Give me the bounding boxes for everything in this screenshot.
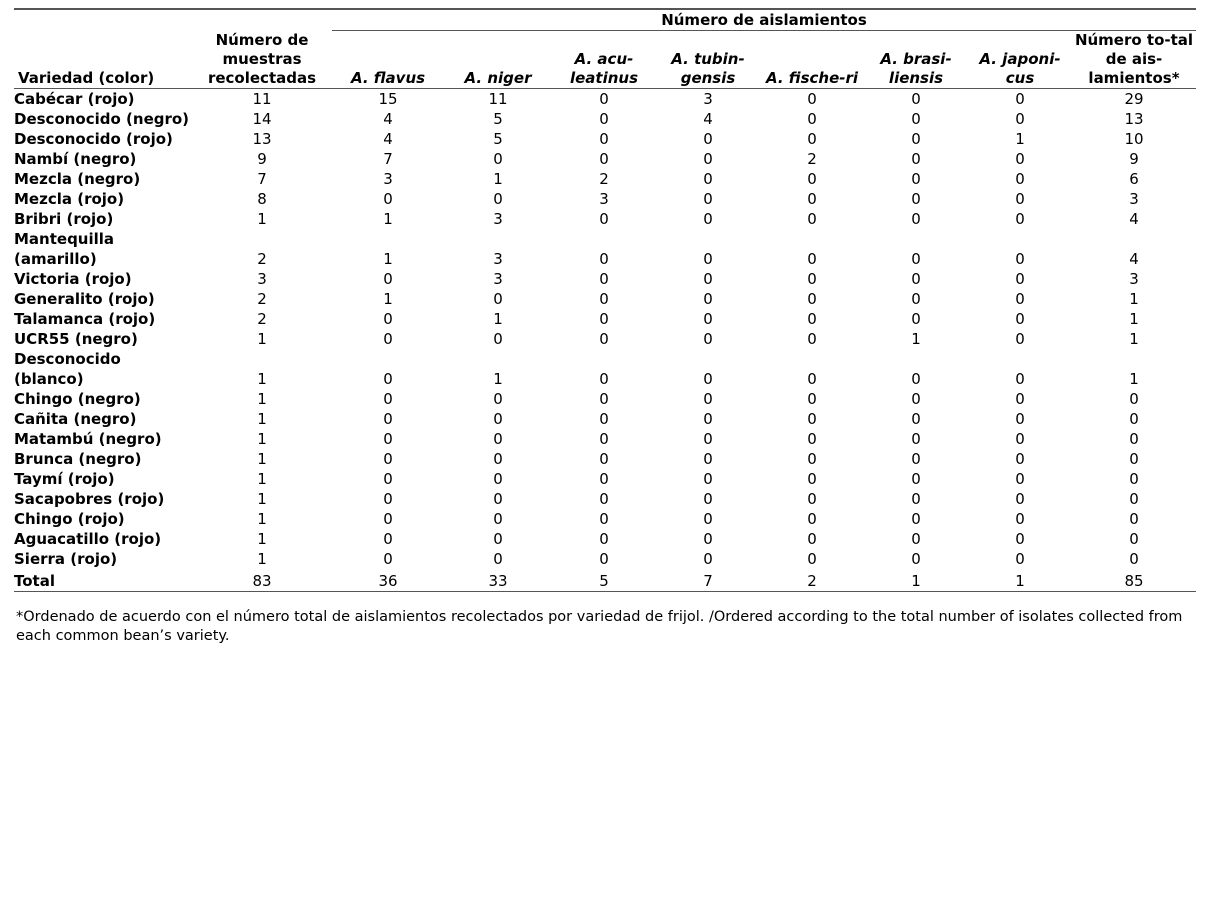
cell-isolate-2: 2 (599, 170, 609, 188)
cell-variety: Bribri (rojo) (14, 210, 114, 228)
cell-isolate-4: 0 (807, 550, 817, 568)
cell-variety: Generalito (rojo) (14, 290, 155, 308)
cell-isolate-0: 0 (383, 270, 393, 288)
cell-isolate-5: 1 (911, 330, 921, 348)
cell-isolate-3: 0 (703, 190, 713, 208)
cell-isolate-5: 0 (911, 130, 921, 148)
cell-isolate-2: 0 (599, 310, 609, 328)
cell-isolate-6: 0 (1015, 530, 1025, 548)
cell-isolate-1: 0 (493, 190, 503, 208)
cell-isolate-2: 0 (599, 90, 609, 108)
cell-isolate-0: 4 (383, 110, 393, 128)
cell-isolate-1: 0 (493, 290, 503, 308)
cell-samples: 1 (257, 210, 267, 228)
cell-variety: Desconocido (blanco) (14, 350, 121, 388)
cell-isolate-5: 0 (911, 390, 921, 408)
table-row (14, 169, 1196, 189)
cell-samples: 1 (257, 330, 267, 348)
cell-isolate-6: 0 (1015, 250, 1025, 268)
table-row (14, 109, 1196, 129)
cell-isolate-5: 0 (911, 150, 921, 168)
cell-isolate-1: 0 (493, 410, 503, 428)
table-row (14, 229, 1196, 269)
header-group-row (14, 10, 1196, 31)
cell-isolate-3: 0 (703, 370, 713, 388)
table-row (14, 409, 1196, 429)
cell-isolate-6: 0 (1015, 410, 1025, 428)
cell-isolate-4: 0 (807, 450, 817, 468)
cell-isolate-2: 0 (599, 150, 609, 168)
cell-isolate-2: 0 (599, 410, 609, 428)
cell-isolate-0: 0 (383, 410, 393, 428)
cell-isolate-4: 0 (807, 490, 817, 508)
table-row (14, 329, 1196, 349)
cell-isolate-3: 0 (703, 490, 713, 508)
cell-isolate-5: 0 (911, 530, 921, 548)
cell-isolate-6: 0 (1015, 170, 1025, 188)
cell-isolate-2: 0 (599, 210, 609, 228)
cell-samples: 1 (257, 550, 267, 568)
cell-isolate-2: 0 (599, 130, 609, 148)
header-blank-samples (192, 10, 332, 31)
cell-isolate-1: 0 (493, 430, 503, 448)
cell-isolate-4: 0 (807, 470, 817, 488)
cell-isolate-2: 0 (599, 330, 609, 348)
table-row (14, 149, 1196, 169)
cell-isolate-5: 0 (911, 310, 921, 328)
cell-isolate-0: 0 (383, 530, 393, 548)
table-row (14, 429, 1196, 449)
cell-isolate-0: 15 (378, 90, 398, 108)
cell-samples: 14 (252, 110, 272, 128)
cell-isolate-5: 0 (911, 210, 921, 228)
cell-isolate-4: 0 (807, 170, 817, 188)
cell-isolate-3: 0 (703, 430, 713, 448)
table-row (14, 389, 1196, 409)
table-row (14, 269, 1196, 289)
cell-variety: Total (14, 572, 55, 590)
cell-total: 3 (1129, 190, 1139, 208)
table-row (14, 569, 1196, 592)
header-species-a-aculeatinus: A. acu-leatinus (569, 50, 639, 87)
cell-isolate-3: 0 (703, 450, 713, 468)
cell-isolate-5: 0 (911, 430, 921, 448)
cell-variety: Chingo (rojo) (14, 510, 125, 528)
cell-total: 0 (1129, 470, 1139, 488)
cell-variety: Aguacatillo (rojo) (14, 530, 162, 548)
cell-samples: 1 (257, 390, 267, 408)
cell-total: 0 (1129, 490, 1139, 508)
cell-isolate-2: 3 (599, 190, 609, 208)
cell-isolate-1: 1 (493, 310, 503, 328)
cell-isolate-1: 5 (493, 110, 503, 128)
cell-samples: 1 (257, 510, 267, 528)
cell-total: 0 (1129, 450, 1139, 468)
cell-isolate-2: 0 (599, 550, 609, 568)
cell-isolate-1: 0 (493, 330, 503, 348)
table-row (14, 89, 1196, 109)
cell-total: 85 (1124, 572, 1144, 590)
cell-total: 29 (1124, 90, 1144, 108)
cell-isolate-4: 0 (807, 530, 817, 548)
cell-samples: 8 (257, 190, 267, 208)
cell-isolate-6: 0 (1015, 310, 1025, 328)
cell-isolate-6: 0 (1015, 90, 1025, 108)
cell-isolate-3: 0 (703, 210, 713, 228)
cell-isolate-1: 11 (488, 90, 508, 108)
cell-total: 4 (1129, 210, 1139, 228)
cell-isolate-5: 1 (911, 572, 921, 590)
cell-isolate-4: 2 (807, 150, 817, 168)
cell-isolate-0: 1 (383, 210, 393, 228)
cell-isolate-5: 0 (911, 370, 921, 388)
cell-isolate-3: 0 (703, 250, 713, 268)
header-samples: Número de muestras recolectadas (207, 31, 317, 87)
cell-isolate-4: 0 (807, 130, 817, 148)
cell-isolate-0: 0 (383, 510, 393, 528)
cell-isolate-1: 0 (493, 550, 503, 568)
cell-isolate-3: 4 (703, 110, 713, 128)
cell-variety: Victoria (rojo) (14, 270, 132, 288)
cell-isolate-6: 0 (1015, 290, 1025, 308)
cell-total: 0 (1129, 550, 1139, 568)
cell-isolate-0: 0 (383, 330, 393, 348)
cell-isolate-5: 0 (911, 450, 921, 468)
cell-isolate-3: 0 (703, 310, 713, 328)
cell-isolate-4: 0 (807, 430, 817, 448)
cell-isolate-4: 0 (807, 190, 817, 208)
cell-total: 0 (1129, 430, 1139, 448)
cell-variety: Mantequilla (amarillo) (14, 230, 115, 268)
cell-isolate-3: 0 (703, 410, 713, 428)
cell-isolate-6: 0 (1015, 110, 1025, 128)
cell-isolate-2: 0 (599, 470, 609, 488)
top-spacer (14, 0, 1196, 8)
header-variety: Variedad (color) (18, 69, 155, 87)
cell-variety: Desconocido (negro) (14, 110, 190, 128)
cell-samples: 3 (257, 270, 267, 288)
cell-isolate-0: 36 (378, 572, 398, 590)
cell-samples: 9 (257, 150, 267, 168)
cell-isolate-1: 5 (493, 130, 503, 148)
cell-isolate-5: 0 (911, 170, 921, 188)
cell-variety: Taymí (rojo) (14, 470, 115, 488)
cell-isolate-2: 0 (599, 110, 609, 128)
cell-isolate-1: 0 (493, 450, 503, 468)
cell-isolate-1: 33 (488, 572, 508, 590)
cell-isolate-1: 0 (493, 530, 503, 548)
header-species-a-japonicus: A. japoni-cus (979, 50, 1061, 87)
cell-isolate-2: 0 (599, 370, 609, 388)
cell-total: 1 (1129, 330, 1139, 348)
cell-variety: Desconocido (rojo) (14, 130, 173, 148)
cell-isolate-1: 3 (493, 250, 503, 268)
cell-isolate-1: 3 (493, 270, 503, 288)
cell-isolate-0: 0 (383, 490, 393, 508)
cell-isolate-5: 0 (911, 470, 921, 488)
cell-isolate-2: 0 (599, 510, 609, 528)
cell-isolate-1: 3 (493, 210, 503, 228)
cell-isolate-4: 0 (807, 250, 817, 268)
cell-isolate-5: 0 (911, 110, 921, 128)
cell-isolate-1: 0 (493, 490, 503, 508)
cell-isolate-0: 1 (383, 250, 393, 268)
cell-isolate-6: 0 (1015, 490, 1025, 508)
cell-isolate-2: 0 (599, 290, 609, 308)
cell-isolate-3: 0 (703, 330, 713, 348)
header-species-a-niger: A. niger (464, 69, 532, 87)
cell-isolate-2: 0 (599, 430, 609, 448)
table-bottom-rule (14, 592, 1196, 593)
cell-total: 4 (1129, 250, 1139, 268)
cell-isolate-3: 0 (703, 150, 713, 168)
table-row (14, 449, 1196, 469)
cell-isolate-1: 0 (493, 150, 503, 168)
cell-samples: 1 (257, 410, 267, 428)
table-row (14, 209, 1196, 229)
cell-samples: 1 (257, 530, 267, 548)
cell-isolate-2: 0 (599, 450, 609, 468)
cell-isolate-2: 0 (599, 530, 609, 548)
header-species-a-brasiliensis: A. brasi-liensis (880, 50, 952, 87)
cell-isolate-0: 1 (383, 290, 393, 308)
cell-isolate-3: 0 (703, 390, 713, 408)
cell-total: 3 (1129, 270, 1139, 288)
cell-total: 1 (1129, 290, 1139, 308)
isolates-table (14, 8, 1196, 592)
table-row (14, 469, 1196, 489)
cell-isolate-6: 0 (1015, 430, 1025, 448)
cell-total: 0 (1129, 510, 1139, 528)
cell-isolate-4: 0 (807, 270, 817, 288)
cell-isolate-5: 0 (911, 90, 921, 108)
cell-isolate-5: 0 (911, 250, 921, 268)
cell-total: 0 (1129, 410, 1139, 428)
cell-samples: 1 (257, 430, 267, 448)
cell-isolate-1: 0 (493, 390, 503, 408)
cell-samples: 1 (257, 470, 267, 488)
table-footnote: *Ordenado de acuerdo con el número total de aislamientos recolectados por variedad de frijol. /Ordered according to the total number of isolates collected from each common bean’s variety. (16, 609, 1183, 644)
cell-isolate-3: 7 (703, 572, 713, 590)
cell-total: 1 (1129, 310, 1139, 328)
cell-isolate-4: 0 (807, 390, 817, 408)
cell-isolate-3: 0 (703, 290, 713, 308)
table-row (14, 489, 1196, 509)
cell-isolate-0: 0 (383, 310, 393, 328)
cell-isolate-6: 0 (1015, 510, 1025, 528)
cell-isolate-0: 0 (383, 550, 393, 568)
header-isolates-group: Número de aislamientos (661, 11, 867, 29)
cell-samples: 1 (257, 450, 267, 468)
cell-isolate-6: 0 (1015, 150, 1025, 168)
cell-isolate-3: 0 (703, 170, 713, 188)
cell-isolate-0: 7 (383, 150, 393, 168)
cell-isolate-2: 0 (599, 390, 609, 408)
cell-isolate-1: 0 (493, 470, 503, 488)
cell-isolate-0: 4 (383, 130, 393, 148)
cell-isolate-4: 0 (807, 90, 817, 108)
header-blank-variety (14, 10, 192, 31)
cell-isolate-5: 0 (911, 290, 921, 308)
cell-isolate-5: 0 (911, 410, 921, 428)
cell-samples: 2 (257, 310, 267, 328)
header-labels-row (14, 31, 1196, 89)
cell-isolate-2: 0 (599, 490, 609, 508)
cell-isolate-6: 0 (1015, 370, 1025, 388)
cell-isolate-0: 0 (383, 370, 393, 388)
cell-isolate-4: 0 (807, 330, 817, 348)
cell-isolate-0: 0 (383, 430, 393, 448)
cell-variety: Sacapobres (rojo) (14, 490, 165, 508)
cell-variety: Cabécar (rojo) (14, 90, 135, 108)
cell-isolate-0: 0 (383, 390, 393, 408)
table-row (14, 349, 1196, 389)
cell-isolate-5: 0 (911, 190, 921, 208)
cell-isolate-3: 0 (703, 530, 713, 548)
cell-variety: Brunca (negro) (14, 450, 142, 468)
cell-variety: Mezcla (negro) (14, 170, 141, 188)
cell-isolate-4: 0 (807, 310, 817, 328)
cell-total: 0 (1129, 530, 1139, 548)
cell-variety: Matambú (negro) (14, 430, 162, 448)
cell-isolate-4: 0 (807, 410, 817, 428)
table-row (14, 189, 1196, 209)
header-species-a-flavus: A. flavus (350, 69, 426, 87)
cell-isolate-2: 5 (599, 572, 609, 590)
cell-isolate-6: 0 (1015, 270, 1025, 288)
table-body (14, 89, 1196, 592)
cell-isolate-1: 1 (493, 370, 503, 388)
cell-isolate-1: 0 (493, 510, 503, 528)
cell-isolate-4: 0 (807, 110, 817, 128)
cell-isolate-6: 0 (1015, 210, 1025, 228)
cell-variety: UCR55 (negro) (14, 330, 138, 348)
cell-isolate-0: 3 (383, 170, 393, 188)
cell-isolate-3: 0 (703, 510, 713, 528)
cell-isolate-4: 2 (807, 572, 817, 590)
cell-total: 13 (1124, 110, 1144, 128)
cell-isolate-5: 0 (911, 270, 921, 288)
cell-isolate-4: 0 (807, 510, 817, 528)
header-total-isolates: Número to-tal de ais-lamientos* (1074, 31, 1194, 87)
table-row (14, 509, 1196, 529)
cell-isolate-4: 0 (807, 290, 817, 308)
cell-total: 6 (1129, 170, 1139, 188)
cell-isolate-0: 0 (383, 450, 393, 468)
cell-variety: Nambí (negro) (14, 150, 137, 168)
table-row (14, 309, 1196, 329)
cell-variety: Talamanca (rojo) (14, 310, 156, 328)
cell-isolate-3: 0 (703, 550, 713, 568)
cell-isolate-5: 0 (911, 490, 921, 508)
cell-samples: 7 (257, 170, 267, 188)
cell-variety: Mezcla (rojo) (14, 190, 125, 208)
cell-isolate-1: 1 (493, 170, 503, 188)
cell-isolate-3: 0 (703, 270, 713, 288)
table-row (14, 529, 1196, 549)
cell-samples: 2 (257, 290, 267, 308)
table-row (14, 289, 1196, 309)
cell-isolate-6: 1 (1015, 130, 1025, 148)
cell-isolate-5: 0 (911, 550, 921, 568)
cell-isolate-4: 0 (807, 370, 817, 388)
cell-isolate-0: 0 (383, 470, 393, 488)
cell-isolate-2: 0 (599, 250, 609, 268)
cell-samples: 1 (257, 490, 267, 508)
cell-samples: 1 (257, 370, 267, 388)
cell-total: 0 (1129, 390, 1139, 408)
cell-isolate-6: 0 (1015, 450, 1025, 468)
cell-total: 1 (1129, 370, 1139, 388)
header-species-a-fischeri: A. fische-ri (765, 69, 859, 87)
cell-isolate-2: 0 (599, 270, 609, 288)
header-species-a-tubingensis: A. tubin-gensis (671, 50, 745, 87)
cell-isolate-6: 0 (1015, 550, 1025, 568)
table-row (14, 129, 1196, 149)
cell-isolate-6: 0 (1015, 470, 1025, 488)
cell-isolate-6: 0 (1015, 390, 1025, 408)
cell-samples: 13 (252, 130, 272, 148)
cell-isolate-6: 0 (1015, 190, 1025, 208)
cell-total: 10 (1124, 130, 1144, 148)
cell-isolate-4: 0 (807, 210, 817, 228)
cell-samples: 2 (257, 250, 267, 268)
cell-isolate-3: 3 (703, 90, 713, 108)
cell-samples: 83 (252, 572, 272, 590)
cell-variety: Sierra (rojo) (14, 550, 118, 568)
cell-isolate-6: 1 (1015, 572, 1025, 590)
cell-variety: Chingo (negro) (14, 390, 141, 408)
table-row (14, 549, 1196, 569)
cell-total: 9 (1129, 150, 1139, 168)
cell-isolate-0: 0 (383, 190, 393, 208)
cell-isolate-3: 0 (703, 470, 713, 488)
cell-isolate-3: 0 (703, 130, 713, 148)
cell-isolate-6: 0 (1015, 330, 1025, 348)
cell-isolate-5: 0 (911, 510, 921, 528)
cell-samples: 11 (252, 90, 272, 108)
cell-variety: Cañita (negro) (14, 410, 137, 428)
